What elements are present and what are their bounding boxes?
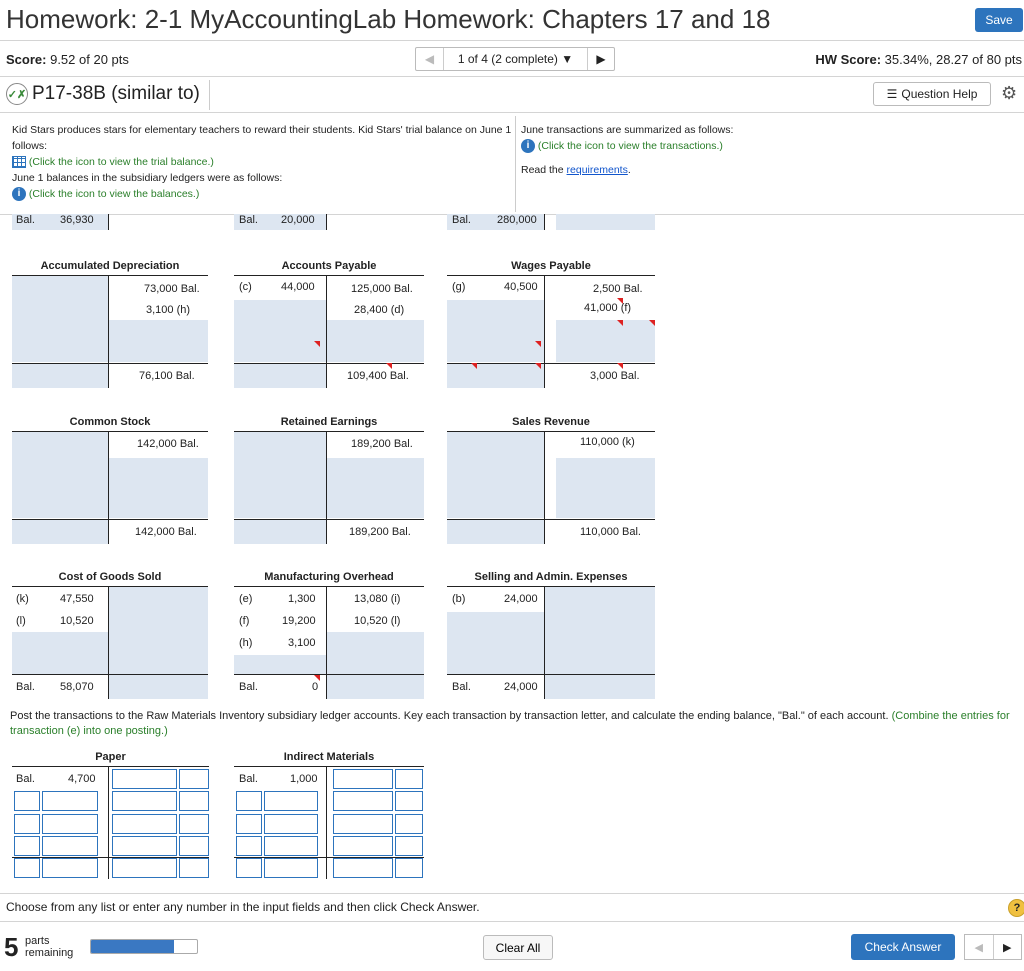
error-flag-icon: [386, 363, 392, 369]
bal-key-input[interactable]: [179, 858, 209, 878]
debit-entry: 10,520: [60, 615, 94, 627]
bal-amount-input[interactable]: [112, 858, 177, 878]
amount-input[interactable]: [333, 769, 393, 789]
bal-label: Bal.: [239, 214, 258, 226]
t-account-title: Wages Payable: [511, 260, 591, 272]
key-input[interactable]: [395, 836, 423, 856]
question-pager[interactable]: [415, 47, 615, 71]
ending-balance: 110,000 Bal.: [580, 526, 641, 538]
bal-label: Bal.: [239, 773, 258, 785]
credit-entry: 142,000 Bal.: [137, 438, 199, 450]
bal-value: 280,000: [497, 214, 537, 226]
t-account-title: Indirect Materials: [283, 751, 375, 763]
list-icon: ☰: [886, 87, 898, 101]
bal-amount-input[interactable]: [333, 858, 393, 878]
key-input[interactable]: [179, 791, 209, 811]
bal-amount-input[interactable]: [264, 858, 318, 878]
debit-entry: 3,100: [288, 637, 316, 649]
question-id: ✓✗ P17-38B (similar to): [7, 83, 200, 104]
trial-balance-link[interactable]: (Click the icon to view the trial balance.): [12, 154, 512, 170]
ending-balance: 76,100 Bal.: [139, 370, 195, 382]
credit-entry: 10,520 (l): [354, 615, 401, 627]
bal-amount-input[interactable]: [42, 858, 98, 878]
credit-entry: 125,000 Bal.: [351, 283, 413, 295]
key-input[interactable]: [236, 814, 262, 834]
credit-entry: 41,000 (f): [584, 302, 632, 314]
debit-key: (l): [16, 615, 26, 627]
key-input[interactable]: [179, 836, 209, 856]
divider: [515, 116, 516, 212]
bal-label: Bal.: [452, 214, 471, 226]
error-flag-icon: [649, 320, 655, 326]
error-flag-icon: [535, 363, 541, 369]
t-account-title: Selling and Admin. Expenses: [474, 571, 628, 583]
ending-balance: 24,000: [504, 681, 538, 693]
transactions-link[interactable]: i (Click the icon to view the transactions.): [521, 138, 821, 154]
credit-entry: 28,400 (d): [354, 304, 405, 316]
problem-info: Kid Stars produces stars for elementary teachers to reward their students. Kid Stars' trial balance on June 1 follows: (Click the icon to view the trial balance.) June 1 balances in the subsidiary ledgers were as follows: i (Click the icon to view the balances.): [12, 124, 512, 200]
amount-input[interactable]: [333, 814, 393, 834]
debit-entry: 19,200: [282, 615, 316, 627]
ending-balance: 189,200 Bal.: [349, 526, 411, 538]
amount-input[interactable]: [264, 836, 318, 856]
t-account-title: Accounts Payable: [281, 260, 377, 272]
bal-key-input[interactable]: [14, 858, 40, 878]
divider: [0, 112, 1024, 113]
debit-entry: 24,000: [504, 593, 538, 605]
bal-label: Bal.: [16, 773, 35, 785]
debit-key: (g): [452, 281, 466, 293]
next-question-icon[interactable]: ▶: [596, 52, 606, 66]
bal-key-input[interactable]: [236, 858, 262, 878]
save-button[interactable]: Save: [975, 8, 1023, 32]
divider: [0, 40, 1024, 41]
debit-entry: 1,300: [288, 593, 316, 605]
next-part-icon[interactable]: ▶: [1003, 941, 1012, 954]
bal-label: Bal.: [239, 681, 258, 693]
error-flag-icon: [617, 363, 623, 369]
key-input[interactable]: [14, 836, 40, 856]
progress-fill: [91, 940, 174, 953]
requirements-link[interactable]: requirements: [566, 164, 628, 176]
error-flag-icon: [535, 341, 541, 347]
question-select[interactable]: 1 of 4 (2 complete) ▼: [444, 48, 588, 70]
amount-input[interactable]: [333, 791, 393, 811]
amount-input[interactable]: [112, 791, 177, 811]
debit-key: (b): [452, 593, 466, 605]
gear-icon[interactable]: ⚙: [1001, 83, 1018, 103]
t-account-title: Accumulated Depreciation: [40, 260, 180, 272]
credit-entry: 110,000 (k): [580, 436, 635, 448]
progress-bar: [90, 939, 198, 954]
error-flag-icon: [314, 675, 320, 681]
key-input[interactable]: [179, 814, 209, 834]
credit-entry: 2,500 Bal.: [593, 283, 643, 295]
clear-all-button[interactable]: Clear All: [483, 935, 553, 960]
info-icon[interactable]: i: [521, 139, 535, 153]
bal-key-input[interactable]: [395, 858, 423, 878]
ending-balance: 3,000 Bal.: [590, 370, 640, 382]
divider: [209, 80, 210, 110]
check-answer-button[interactable]: Check Answer: [851, 934, 955, 960]
question-help-button[interactable]: ☰ Question Help: [873, 82, 991, 106]
divider: [0, 893, 1024, 894]
instructions: Post the transactions to the Raw Materials Inventory subsidiary ledger accounts. Key each transaction by transaction letter, and calculate the ending balance, "Bal." of each account. (Combine the entries for transaction (e) into one posting.): [10, 710, 1010, 737]
footer-hint: Choose from any list or enter any number in the input fields and then click Check Answer.: [6, 900, 480, 914]
amount-input[interactable]: [42, 836, 98, 856]
key-input[interactable]: [395, 769, 423, 789]
key-input[interactable]: [236, 836, 262, 856]
t-account-title: Manufacturing Overhead: [264, 571, 394, 583]
help-icon[interactable]: ?: [1008, 899, 1024, 917]
key-input[interactable]: [395, 791, 423, 811]
error-flag-icon: [314, 341, 320, 347]
parts-remaining-label: parts remaining: [25, 935, 74, 959]
key-input[interactable]: [236, 791, 262, 811]
score: Score: 9.52 of 20 pts: [6, 52, 129, 67]
bal-value: 20,000: [281, 214, 315, 226]
table-icon[interactable]: [12, 156, 26, 168]
bal-value: 36,930: [60, 214, 94, 226]
amount-input[interactable]: [112, 769, 177, 789]
bal-label: Bal.: [452, 681, 471, 693]
key-input[interactable]: [14, 791, 40, 811]
error-flag-icon: [617, 298, 623, 304]
parts-remaining-count: 5: [4, 932, 19, 962]
t-account-title: Cost of Goods Sold: [58, 571, 162, 583]
t-account-title: Retained Earnings: [280, 416, 378, 428]
amount-input[interactable]: [264, 791, 318, 811]
hw-score: HW Score: 35.34%, 28.27 of 80 pts: [815, 52, 1022, 67]
info-icon[interactable]: i: [12, 187, 26, 201]
credit-entry: 73,000 Bal.: [144, 283, 200, 295]
partial-credit-icon: ✓✗: [6, 83, 28, 105]
t-account-title: Common Stock: [69, 416, 151, 428]
debit-key: (h): [239, 637, 253, 649]
key-input[interactable]: [14, 814, 40, 834]
ending-balance: 142,000 Bal.: [135, 526, 197, 538]
debit-entry: 44,000: [281, 281, 315, 293]
credit-entry: 189,200 Bal.: [351, 438, 413, 450]
debit-entry: 40,500: [504, 281, 538, 293]
balances-link[interactable]: i (Click the icon to view the balances.): [12, 186, 512, 202]
amount-input[interactable]: [112, 814, 177, 834]
debit-key: (k): [16, 593, 29, 605]
prev-question-icon[interactable]: ◀: [416, 48, 444, 70]
amount-input[interactable]: [112, 836, 177, 856]
bal-value: 4,700: [68, 773, 96, 785]
debit-key: (e): [239, 593, 253, 605]
key-input[interactable]: [395, 814, 423, 834]
key-input[interactable]: [179, 769, 209, 789]
amount-input[interactable]: [333, 836, 393, 856]
bal-label: Bal.: [16, 214, 35, 226]
amount-input[interactable]: [42, 814, 98, 834]
bal-label: Bal.: [16, 681, 35, 693]
prev-part-icon[interactable]: ◀: [965, 935, 994, 959]
amount-input[interactable]: [42, 791, 98, 811]
debit-key: (c): [239, 281, 252, 293]
ending-balance: 0: [312, 681, 319, 693]
error-flag-icon: [617, 320, 623, 326]
transactions-info: June transactions are summarized as follows: i (Click the icon to view the transactions.) Read the requirements.: [521, 122, 821, 178]
error-flag-icon: [471, 363, 477, 369]
divider: [0, 921, 1024, 922]
credit-entry: 3,100 (h): [146, 304, 191, 316]
bal-value: 1,000: [290, 773, 318, 785]
divider: [0, 76, 1024, 77]
t-account-title: Sales Revenue: [512, 416, 590, 428]
debit-key: (f): [239, 615, 250, 627]
credit-entry: 13,080 (i): [354, 593, 401, 605]
t-account-title: Paper: [95, 751, 126, 763]
ending-balance: 109,400 Bal.: [347, 370, 409, 382]
page-title: Homework: 2-1 MyAccountingLab Homework: Chapters 17 and 18: [6, 4, 771, 34]
part-nav[interactable]: [964, 934, 1022, 960]
amount-input[interactable]: [264, 814, 318, 834]
debit-entry: 47,550: [60, 593, 94, 605]
ending-balance: 58,070: [60, 681, 94, 693]
